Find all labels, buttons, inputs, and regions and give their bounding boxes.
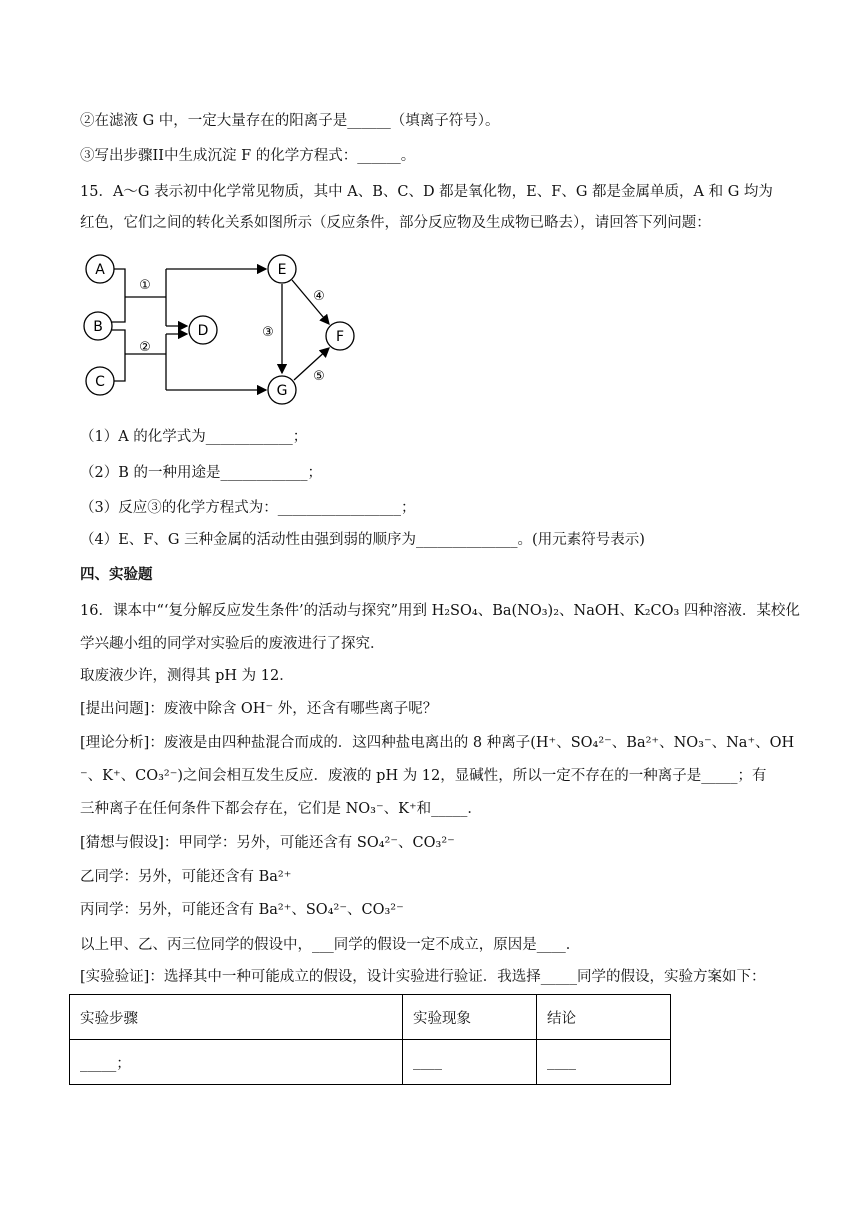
header-steps: 实验步骤 (70, 995, 403, 1040)
step-1-label: ① (139, 278, 151, 293)
q16-line-5: [理论分析]：废液是由四种盐混合而成的．这四种盐电离出的 8 种离子(H⁺、SO₄²⁻、Ba²⁺、NO₃⁻、Na⁺、OH (80, 735, 795, 751)
node-a-label: A (95, 262, 105, 278)
node-b-label: B (93, 319, 103, 335)
node-f-label: F (335, 329, 345, 345)
q15-sub-2: （2）B 的一种用途是____________； (80, 465, 322, 481)
q16-line-9: 乙同学：另外，可能还含有 Ba²⁺ (80, 869, 292, 885)
step-4-label: ④ (313, 289, 325, 304)
step-5-label: ⑤ (313, 369, 325, 384)
node-c-label: C (95, 374, 105, 390)
q15-intro-2: 红色，它们之间的转化关系如图所示（反应条件，部分反应物及生成物已略去），请回答下列问题： (80, 215, 711, 231)
step-3-label: ③ (262, 325, 274, 340)
q16-line-10: 丙同学：另外，可能还含有 Ba²⁺、SO₄²⁻、CO₃²⁻ (80, 902, 404, 918)
table-row (70, 1040, 671, 1085)
q15-intro-1: 15．A～G 表示初中化学常见物质，其中 A、B、C、D 都是氧化物，E、F、G 都是金属单质，A 和 G 均为 (80, 184, 773, 200)
reaction-diagram (78, 250, 368, 410)
q15-sub-4: （4）E、F、G 三种金属的活动性由强到弱的顺序为______________。(用元素符号表示) (80, 532, 645, 548)
q16-line-3: 取废液少许，测得其 pH 为 12． (80, 668, 294, 684)
q16-line-8: [猜想与假设]：甲同学：另外，可能还含有 SO₄²⁻、CO₃²⁻ (80, 835, 455, 851)
q16-line-1: 16．课本中“‘复分解反应发生条件’的活动与探究”用到 H₂SO₄、Ba(NO₃)₂、NaOH、K₂CO₃ 四种溶液．某校化 (80, 603, 800, 619)
header-conclusion: 结论 (537, 995, 671, 1040)
q14-line-3: ③写出步骤II中生成沉淀 F 的化学方程式：______。 (80, 148, 416, 164)
node-g-label: G (276, 383, 288, 399)
q16-line-12: [实验验证]：选择其中一种可能成立的假设，设计实验进行验证．我选择_____同学的假设，实验方案如下： (80, 969, 766, 985)
node-d-label: D (197, 323, 209, 339)
q15-sub-3: （3）反应③的化学方程式为：_________________； (80, 500, 416, 516)
q16-line-6: ⁻、K⁺、CO₃²⁻)之间会相互发生反应．废液的 pH 为 12，显碱性，所以一定不存在的一种离子是_____；有 (80, 768, 767, 784)
q16-line-11: 以上甲、乙、丙三位同学的假设中，___同学的假设一定不成立，原因是____． (80, 937, 581, 953)
node-e-label: E (277, 262, 287, 278)
section-heading: 四、实验题 (80, 567, 153, 583)
cell-phenomenon: ____ (403, 1040, 537, 1085)
cell-conclusion: ____ (537, 1040, 671, 1085)
experiment-table (69, 994, 671, 1085)
header-phenomenon: 实验现象 (403, 995, 537, 1040)
step-2-label: ② (139, 340, 151, 355)
q16-line-7: 三种离子在任何条件下都会存在，它们是 NO₃⁻、K⁺和_____． (80, 801, 482, 817)
table-header-row (70, 995, 671, 1040)
q14-line-2: ②在滤液 G 中，一定大量存在的阳离子是______（填离子符号）。 (80, 113, 500, 129)
q15-sub-1: （1）A 的化学式为____________； (80, 429, 308, 445)
q16-line-4: [提出问题]：废液中除含 OH⁻ 外，还含有哪些离子呢？ (80, 701, 438, 717)
q16-line-2: 学兴趣小组的同学对实验后的废液进行了探究． (80, 636, 385, 652)
cell-steps: _____； (70, 1040, 403, 1085)
